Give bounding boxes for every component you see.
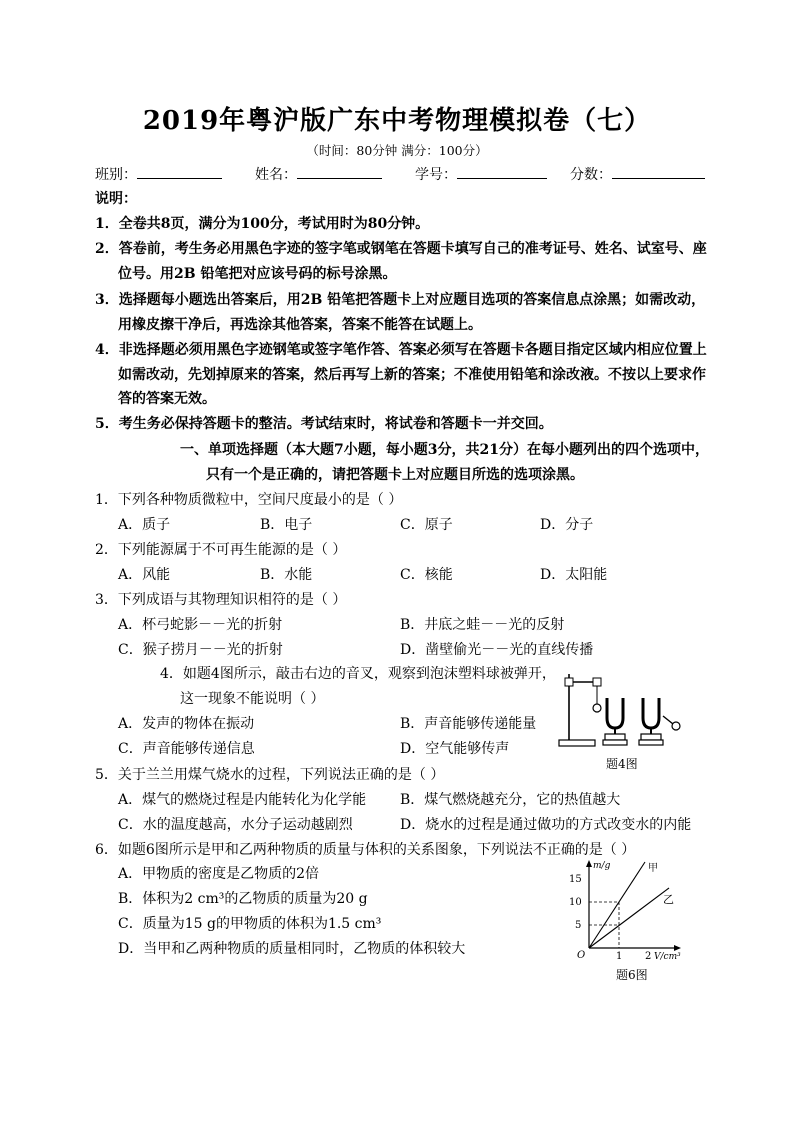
- option-c: C．质量为15 g的甲物质的体积为1.5 cm³: [118, 916, 382, 932]
- option-a: A．风能: [118, 567, 171, 583]
- student-id-label: 学号：: [415, 167, 457, 183]
- x-axis-label: V/cm³: [654, 952, 681, 962]
- option-b: B．声音能够传递能量: [400, 716, 537, 732]
- figure-caption: 题6图: [616, 968, 648, 982]
- option-a: A．甲物质的密度是乙物质的2倍: [118, 866, 320, 882]
- origin-label: O: [577, 950, 586, 961]
- option-c: C．猴子捞月－－光的折射: [118, 642, 283, 658]
- series-label-jia: 甲: [648, 863, 658, 874]
- option-b: B．井底之蛙－－光的反射: [400, 617, 565, 633]
- note-line: 1．全卷共8页，满分为100分，考试用时为80分钟。: [95, 216, 430, 232]
- option-a: A．煤气的燃烧过程是内能转化为化学能: [118, 792, 367, 808]
- student-id-field: [415, 164, 547, 185]
- option-a: A．杯弓蛇影－－光的折射: [118, 617, 283, 633]
- question-stem: 这一现象不能说明（ ）: [180, 691, 325, 707]
- y-tick-label: 15: [569, 874, 582, 885]
- section-heading: 一、单项选择题（本大题7小题，每小题3分，共21分）在每小题列出的四个选项中，: [180, 442, 709, 458]
- score-label: 分数：: [570, 167, 612, 183]
- mass-volume-graph: [565, 858, 685, 962]
- option-d: D．凿壁偷光－－光的直线传播: [400, 642, 594, 658]
- option-b: B．体积为2 cm³的乙物质的质量为20 g: [118, 891, 368, 907]
- option-a: A．质子: [118, 517, 171, 533]
- option-c: C．水的温度越高，水分子运动越剧烈: [118, 817, 353, 833]
- question-stem: 4．如题4图所示，敲击右边的音叉，观察到泡沫塑料球被弹开，: [160, 666, 556, 682]
- notes-label: 说明：: [95, 191, 137, 207]
- score-field: [570, 164, 705, 185]
- figure-caption: 题4图: [606, 757, 638, 771]
- note-line: 答的答案无效。: [118, 391, 216, 407]
- option-d: D．空气能够传声: [400, 741, 510, 757]
- question-stem: 6．如题6图所示是甲和乙两种物质的质量与体积的关系图象，下列说法不正确的是（ ）: [95, 842, 636, 858]
- note-line: 2．答卷前，考生务必用黑色字迹的签字笔或钢笔在答题卡填写自己的准考证号、姓名、试室号、座: [95, 241, 707, 257]
- section-instruction: 只有一个是正确的，请把答题卡上对应题目所选的选项涂黑。: [206, 467, 584, 483]
- page-title: 2019年粤沪版广东中考物理模拟卷（七）: [142, 106, 652, 136]
- question-stem: 1．下列各种物质微粒中，空间尺度最小的是（ ）: [95, 492, 403, 508]
- option-b: B．电子: [260, 517, 313, 533]
- x-tick-label: 2: [645, 951, 652, 962]
- option-c: C．原子: [400, 517, 453, 533]
- name-blank[interactable]: [297, 164, 382, 179]
- option-b: B．水能: [260, 567, 313, 583]
- tuning-fork-figure: [555, 668, 685, 752]
- student-id-blank[interactable]: [457, 164, 547, 179]
- option-d: D．太阳能: [540, 567, 608, 583]
- y-axis-label: m/g: [593, 861, 611, 871]
- note-line: 5．考生务必保持答题卡的整洁。考试结束时，将试卷和答题卡一并交回。: [95, 416, 553, 432]
- class-label: 班别：: [95, 167, 137, 183]
- option-d: D．烧水的过程是通过做功的方式改变水的内能: [400, 817, 692, 833]
- option-a: A．发声的物体在振动: [118, 716, 255, 732]
- score-blank[interactable]: [612, 164, 705, 179]
- class-field: [95, 164, 222, 185]
- option-d: D．分子: [540, 517, 594, 533]
- x-tick-label: 1: [616, 951, 623, 962]
- question-stem: 5．关于兰兰用煤气烧水的过程，下列说法正确的是（ ）: [95, 767, 445, 783]
- question-stem: 3．下列成语与其物理知识相符的是（ ）: [95, 592, 347, 608]
- note-line: 位号。用2B 铅笔把对应该号码的标号涂黑。: [118, 266, 397, 282]
- question-stem: 2．下列能源属于不可再生能源的是（ ）: [95, 542, 347, 558]
- note-line: 如需改动，先划掉原来的答案，然后再写上新的答案；不准使用铅笔和涂改液。不按以上要求作: [118, 367, 706, 383]
- option-c: C．声音能够传递信息: [118, 741, 255, 757]
- note-line: 用橡皮擦干净后，再选涂其他答案，答案不能答在试题上。: [118, 317, 482, 333]
- option-c: C．核能: [400, 567, 453, 583]
- name-label: 姓名：: [255, 167, 297, 183]
- y-tick-label: 10: [569, 897, 582, 908]
- exam-time-score: （时间：80分钟 满分：100分）: [306, 143, 488, 158]
- option-b: B．煤气燃烧越充分，它的热值越大: [400, 792, 621, 808]
- y-tick-label: 5: [575, 920, 582, 931]
- option-d: D．当甲和乙两种物质的质量相同时，乙物质的体积较大: [118, 941, 466, 957]
- series-label-yi: 乙: [663, 893, 674, 906]
- class-blank[interactable]: [137, 164, 222, 179]
- name-field: [255, 164, 382, 185]
- note-line: 4．非选择题必须用黑色字迹钢笔或签字笔作答、答案必须写在答题卡各题目指定区域内相应位置上: [95, 342, 707, 358]
- note-line: 3．选择题每小题选出答案后，用2B 铅笔把答题卡上对应题目选项的答案信息点涂黑；如需改动，: [95, 292, 706, 308]
